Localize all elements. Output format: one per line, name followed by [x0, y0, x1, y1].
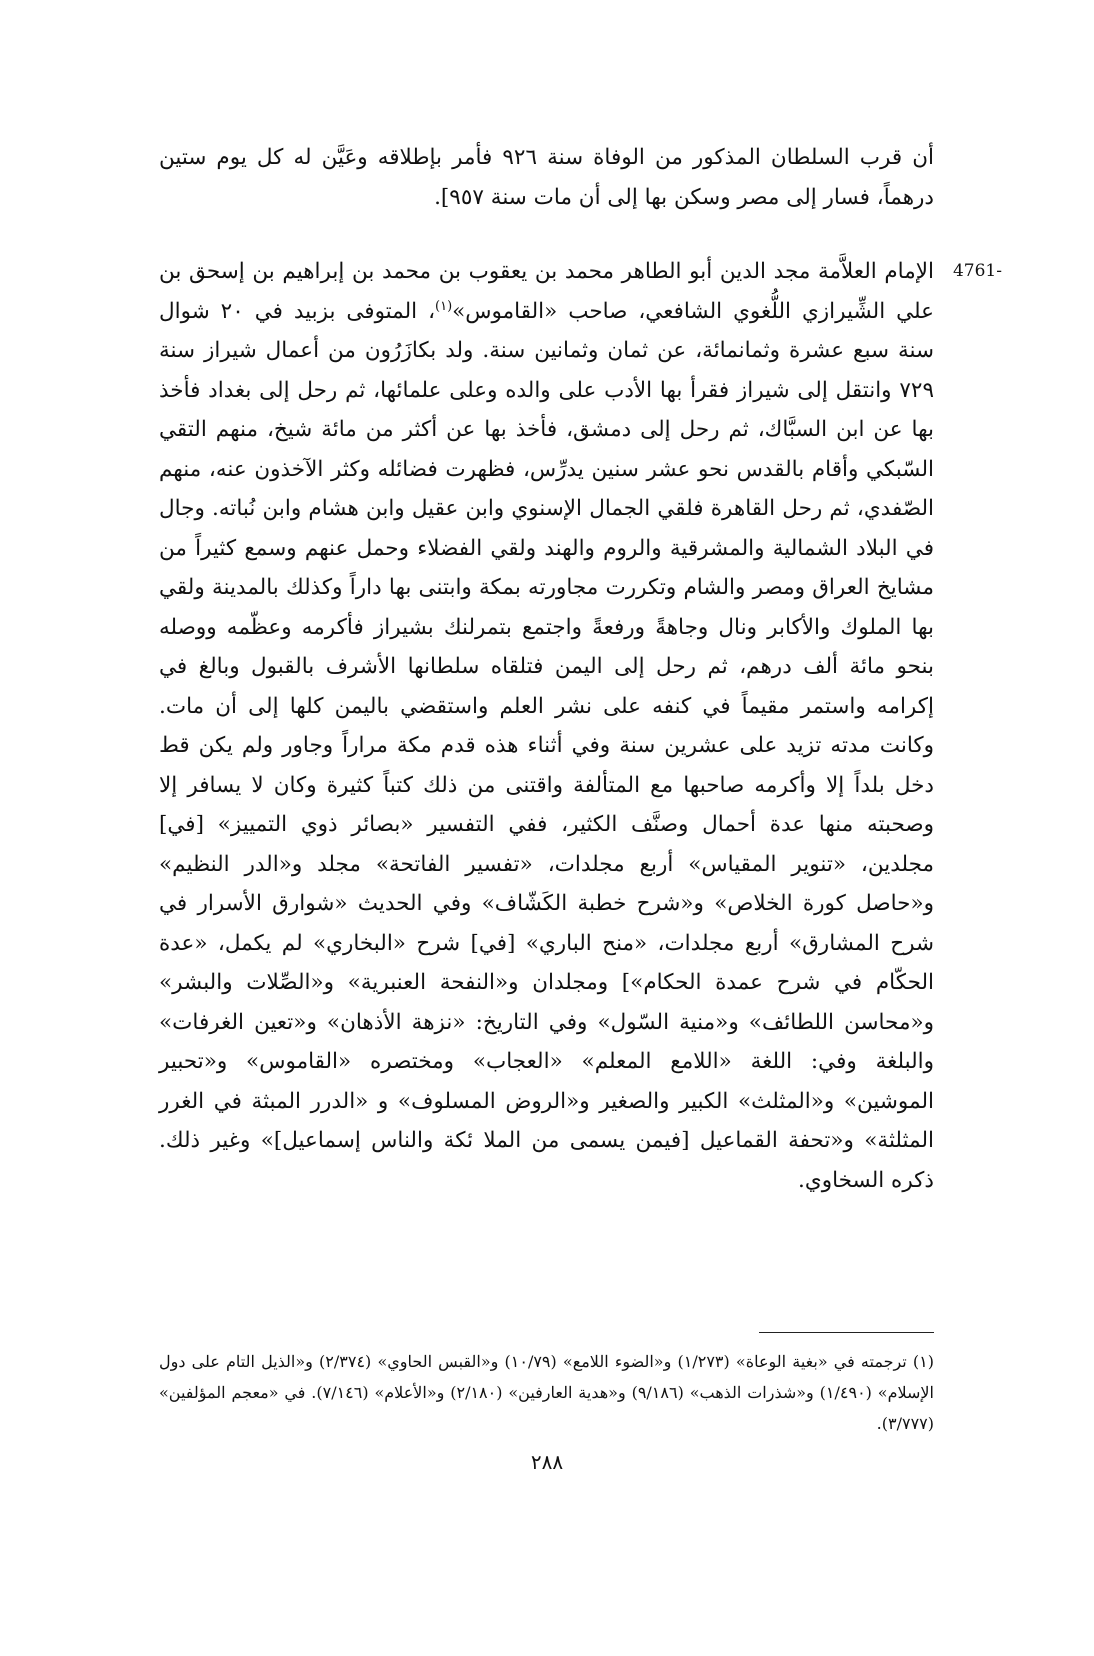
- entry-body: [159, 252, 934, 1200]
- footnote-reference: (١): [435, 298, 453, 314]
- continuation-paragraph: [159, 138, 934, 217]
- continuation-text: أن قرب السلطان المذكور من الوفاة سنة ٩٢٦ فأمر بإطلاقه وعَيَّن له كل يوم ستين درهماً، فسار إلى مصر وسكن بها إلى أن مات سنة ٩٥٧].: [159, 145, 934, 210]
- footnote-item: (١) ترجمته في «بغية الوعاة» (١/٢٧٣) و«الضوء اللامع» (١٠/٧٩) و«القبس الحاوي» (٢/٣٧٤) و«الذيل التام على دول الإسلام» (١/٤٩٠) و«شذرات الذهب» (٩/١٨٦) و«هدية العارفين» (٢/١٨٠) و«الأعلام» (٧/١٤٦). في «معجم المؤلفين» (٣/٧٧٧).: [159, 1352, 935, 1433]
- entry-text-part1: الإمام العلاَّمة مجد الدين أبو الطاهر محمد بن يعقوب بن محمد بن إبراهيم بن إسحق بن علي الشِّيرازي اللُّغوي الشافعي، صاحب «القاموس»: [159, 259, 934, 324]
- entry-text-part2: ، المتوفى بزبيد في ٢٠ شوال سنة سبع عشرة وثمانمائة، عن ثمان وثمانين سنة. ولد بكازَرُون من أعمال شيراز سنة ٧٢٩ وانتقل إلى شيراز فقرأ بها الأدب على والده وعلى علمائها، ثم رحل إلى بغداد فأخذ بها عن ابن السبَّاك، ثم رحل إلى دمشق، فأخذ بها عن أكثر من مائة شيخ، منهم التقي السّبكي وأقام بالقدس نحو عشر سنين يدرِّس، فظهرت فضائله وكثر الآخذون عنه، منهم الصّفدي، ثم رحل القاهرة فلقي الجمال الإسنوي وابن عقيل وابن هشام وابن نُباته. وجال في البلاد الشمالية والمشرقية والروم والهند ولقي الفضلاء وحمل عنهم وسمع كثيراً من مشايخ العراق ومصر والشام وتكررت مجاورته بمكة وابتنى بها داراً وكذلك بالمدينة ولقي بها الملوك والأكابر ونال وجاهةً ورفعةً واجتمع بتمرلنك بشيراز فأكرمه وعظّمه ووصله بنحو مائة ألف درهم، ثم رحل إلى اليمن فتلقاه سلطانها الأشرف بالقبول وبالغ في إكرامه واستمر مقيماً في كنفه على نشر العلم واستقضي باليمن كلها إلى أن مات. وكانت مدته تزيد على عشرين سنة وفي أثناء هذه قدم مكة مراراً وجاور ولم يكن قط دخل بلداً إلا وأكرمه صاحبها مع المتألفة واقتنى من ذلك كتباً كثيرة وكان لا يسافر إلا وصحبته منها عدة أحمال وصنَّف الكثير، ففي التفسير «بصائر ذوي التمييز» [في] مجلدين، «تنوير المقياس» أربع مجلدات، «تفسير الفاتحة» مجلد و«الدر النظيم» و«حاصل كورة الخلاص» و«شرح خطبة الكَشّاف» وفي الحديث «شوارق الأسرار في شرح المشارق» أربع مجلدات، «منح الباري» [في] شرح «البخاري» لم يكمل، «عدة الحكّام في شرح عمدة الحكام»] ومجلدان و«النفحة العنبرية» و«الصِّلات والبشر» و«محاسن اللطائف» و«منية السّول» وفي التاريخ: «نزهة الأذهان» و«تعين الغرفات» والبلغة وفي: اللغة «اللامع المعلم» «العجاب» ومختصره «القاموس» و«تحبير الموشين» و«المثلث» الكبير والصغير و«الروض المسلوف» و «الدرر المبثة في الغرر المثلثة» و«تحفة القماعيل [فيمن يسمى من الملا ئكة والناس إسماعيل]» وغير ذلك. ذكره السخاوي.: [159, 298, 934, 1193]
- footnote-divider: [759, 1332, 934, 1333]
- biography-entry: [159, 252, 1002, 1200]
- footnotes-section: [159, 1346, 934, 1439]
- entry-number: 4761-: [952, 261, 1002, 281]
- page-number: ٢٨٨: [530, 1450, 564, 1474]
